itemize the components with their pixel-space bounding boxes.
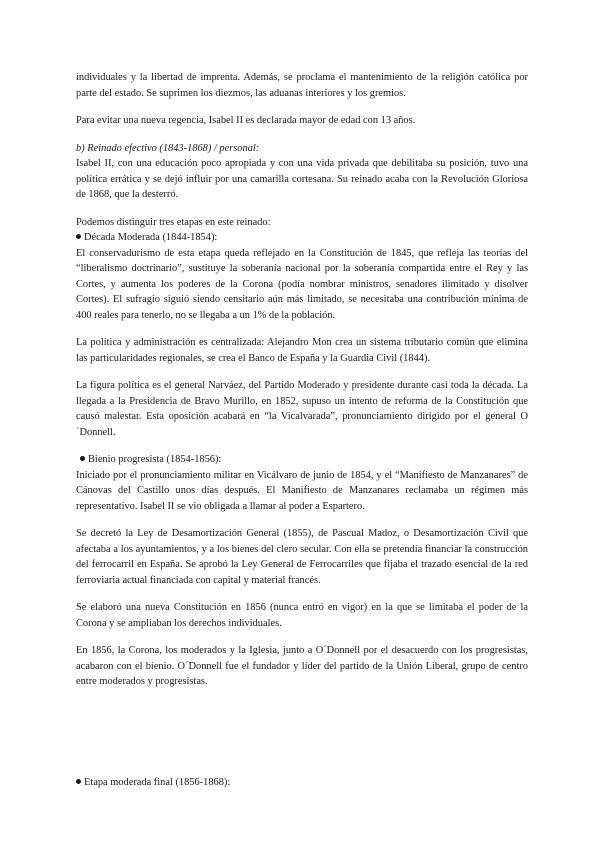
section-heading-reinado-efectivo: b) Reinado efectivo (1843-1868) / personal: xyxy=(76,142,260,154)
document-page xyxy=(76,70,528,790)
bullet-dot-icon xyxy=(80,456,85,461)
paragraph-narvaez: La figura política es el general Narváez, del Partido Moderado y presidente durante casi toda la década. La llegada a la Presidencia de Bravo Murillo, en 1852, supuso un intento de reforma de la Constitución que causó malestar. Esta oposición acabará en “la Vicalvarada”, pronunciamiento dirigido por el general O´Donnell. xyxy=(76,380,528,438)
paragraph-isabel-ii: Isabel II, con una educación poco apropiada y con una vida privada que debilitaba su posición, tuvo una política errática y se dejó influir por una camarilla cortesana. Su reinado acaba con la Revolución Gloriosa de 1868, que la desterró. xyxy=(76,158,528,200)
bullet-label: Década Moderada (1844-1854): xyxy=(84,232,218,243)
bullet-label: Etapa moderada final (1856-1868): xyxy=(84,776,231,788)
paragraph-libertades: individuales y la libertad de imprenta. Además, se proclama el mantenimiento de la religión católica por parte del estado. Se suprimen los diezmos, las aduanas interiores y los gremios. xyxy=(76,72,528,99)
paragraph-conservadurismo: El conservadurismo de esta etapa queda reflejado en la Constitución de 1845, que refleja las teorías del “liberalismo doctrinario”, sustituye la soberanía nacional por la soberanía compartida entre el Rey y las Cortes, y aumenta los poderes de la Corona (podía nombrar ministros, senadores ilimitado y disolver Cortes). El sufragio siguió siendo censitario aún más limitado, se necesitaba una contribución mínima de 400 reales para tenerlo, no se llegaba a un 1% de la población. xyxy=(76,247,528,321)
bullet-decada-moderada xyxy=(76,230,528,246)
paragraph-fin-bienio: En 1856, la Corona, los moderados y la Iglesia, junto a O´Donnell por el desacuerdo con los progresistas, acabaron con el bienio. O´Donnell fue el fundador y líder del partido de la Unión Liberal, grupo de centro entre moderados y progresistas. xyxy=(76,645,528,687)
paragraph-tres-etapas: Podemos distinguir tres etapas en este reinado: xyxy=(76,216,271,228)
paragraph-pronunciamiento: Iniciado por el pronunciamiento militar en Vicálvaro de junio de 1854, y el “Manifiesto de Manzanares” de Cánovas del Castillo unos días después. El Manifiesto de Manzanares reclamaba un régimen más representativo. Isabel II se vio obligada a llamar al poder a Espartero. xyxy=(76,469,528,512)
bullet-label: Bienio progresista (1854-1856): xyxy=(88,454,222,465)
paragraph-constitucion-1856: Se elaboró una nueva Constitución en 1856 (nunca entró en vigor) en la que se limitaba el poder de la Corona y se ampliaban los derechos individuales. xyxy=(76,602,528,629)
bullet-bienio-progresista xyxy=(76,452,528,468)
paragraph-politica-administracion: La política y administración es centralizada: Alejandro Mon crea un sistema tributario común que elimina las particularidades regionales, se crea el Banco de España y la Guardia Civil (1844). xyxy=(76,337,528,364)
bullet-dot-icon xyxy=(76,779,81,784)
paragraph-desamortizacion: Se decretó la Ley de Desamortización General (1855), de Pascual Madoz, o Desamortización Civil que afectaba a los ayuntamientos, y a los bienes del clero secular. Con ella se pretendía financiar la construcción del ferrocarril en España. Se aprobó la Ley General de Ferrocarriles que fijaba el trazado esencial de la red ferroviaria actual financiada con capital y material francés. xyxy=(76,528,528,586)
paragraph-mayoria-edad: Para evitar una nueva regencia, Isabel II es declarada mayor de edad con 13 años. xyxy=(76,115,416,126)
blank-space xyxy=(76,702,528,775)
bullet-dot-icon xyxy=(76,234,81,239)
bullet-etapa-moderada-final xyxy=(76,775,528,791)
